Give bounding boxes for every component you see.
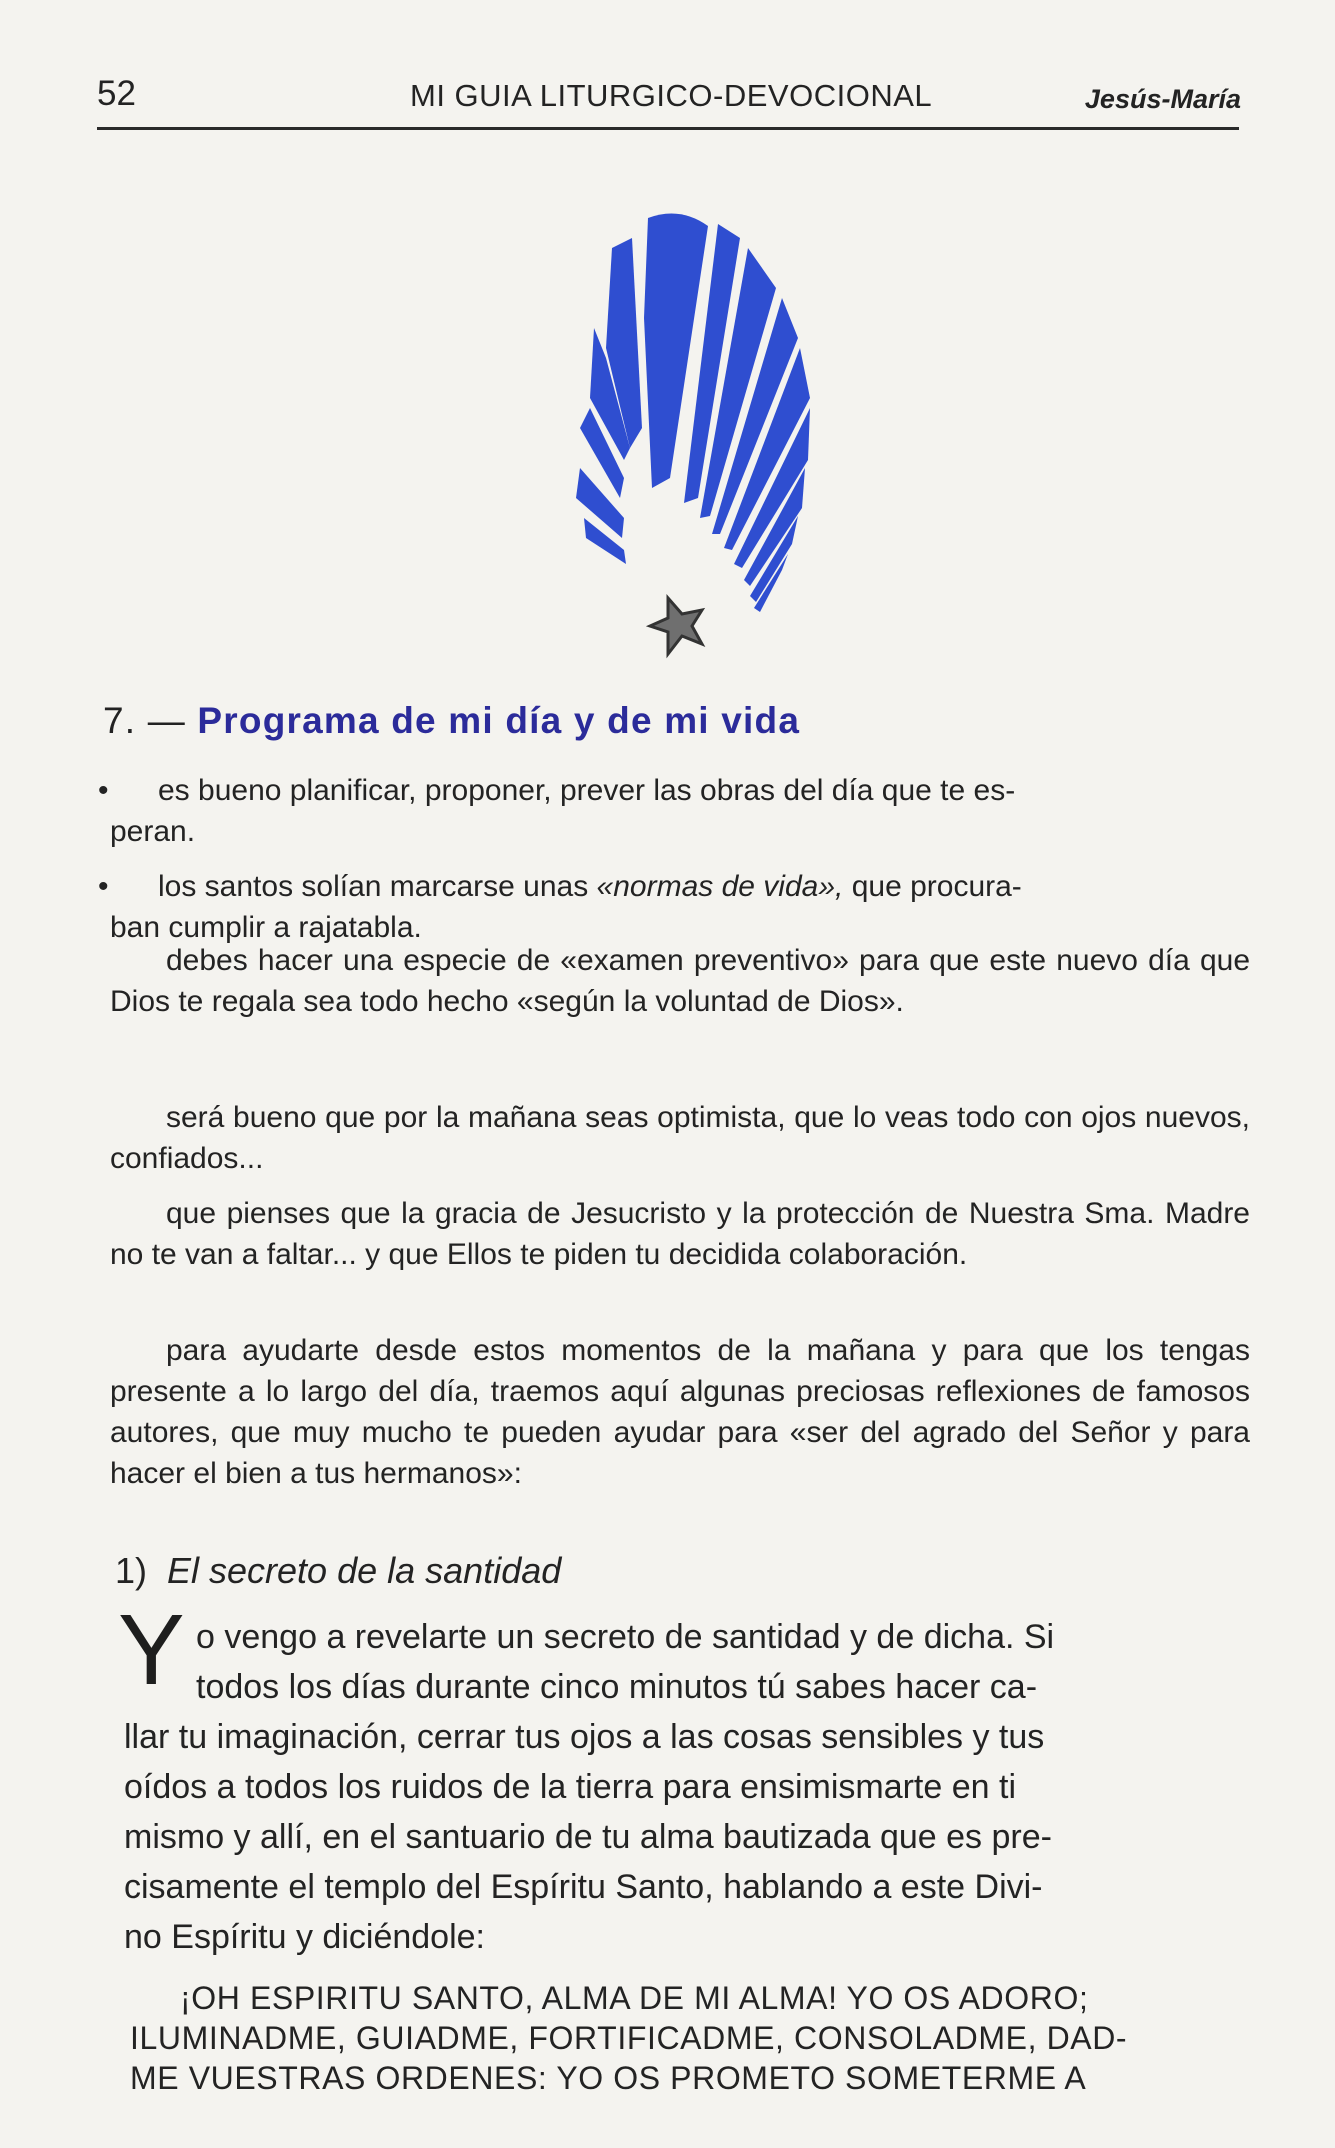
bullet-marker: • <box>98 774 109 807</box>
paragraph: debes hacer una especie de «examen preventivo» para que este nuevo día que Dios te regala sea todo hecho «según la voluntad de Dios». <box>110 944 1250 1018</box>
quote-line: oídos a todos los ruidos de la tierra para ensimismarte en ti <box>124 1768 1017 1806</box>
drop-cap: Y <box>118 1594 185 1706</box>
quote-line: cisamente el templo del Espíritu Santo, hablando a este Divi- <box>124 1868 1043 1906</box>
bullet-1-line2: peran. <box>110 815 196 848</box>
subsection-heading <box>115 1550 561 1592</box>
bullet-1-line1: es bueno planificar, proponer, prever las obras del día que te es- <box>158 774 1016 807</box>
publisher-name: Jesús-María <box>1084 84 1241 114</box>
quote-line: o vengo a revelarte un secreto de santidad y de dicha. Si <box>196 1618 1055 1656</box>
bullet-2-text-a: los santos solían marcarse unas <box>158 870 597 903</box>
header-rule <box>97 127 1239 130</box>
prayer-line: ME VUESTRAS ORDENES: YO OS PROMETO SOMETERME A <box>130 2060 1087 2096</box>
section-heading <box>103 700 800 742</box>
subsection-title: El secreto de la santidad <box>167 1550 562 1591</box>
prayer-line: ILUMINADME, GUIADME, FORTIFICADME, CONSOLADME, DAD- <box>130 2020 1128 2056</box>
section-number: 7. — <box>103 700 186 741</box>
paragraph: para ayudarte desde estos momentos de la mañana y para que los tengas presente a lo largo del día, traemos aquí algunas preciosas reflexiones de famosos autores, que muy mucho te pueden ayudar para «ser del agrado del Señor y para hacer el bien a tus hermanos»: <box>110 1334 1250 1490</box>
running-title: MI GUIA LITURGICO-DEVOCIONAL <box>410 78 933 113</box>
running-header <box>97 70 1241 130</box>
quote-line: todos los días durante cinco minutos tú sabes hacer ca- <box>196 1668 1038 1706</box>
quote-line: no Espíritu y diciéndole: <box>124 1918 485 1956</box>
page-number: 52 <box>97 74 136 113</box>
section-title: Programa de mi día y de mi vida <box>197 700 801 741</box>
bullet-2-emphasis: «normas de vida», <box>596 870 844 903</box>
prayer-line: ¡OH ESPIRITU SANTO, ALMA DE MI ALMA! YO OS ADORO; <box>180 1980 1089 2016</box>
quote-line: mismo y allí, en el santuario de tu alma bautizada que es pre- <box>124 1818 1052 1856</box>
bullet-2-text-b: que procura- <box>843 870 1022 903</box>
bullet-marker: • <box>98 870 109 903</box>
quote-line: llar tu imaginación, cerrar tus ojos a las cosas sensibles y tus <box>124 1718 1045 1756</box>
subsection-number: 1) <box>115 1550 148 1591</box>
bullet-2-line1 <box>158 866 1250 907</box>
scallop-shell-icon <box>520 198 840 678</box>
paragraph: será bueno que por la mañana seas optimista, que lo veas todo con ojos nuevos, confiados... <box>110 1101 1250 1175</box>
bullet-2-line2: ban cumplir a rajatabla. <box>110 911 422 944</box>
paragraph: que pienses que la gracia de Jesucristo y la protección de Nuestra Sma. Madre no te van a faltar... y que Ellos te piden tu decidida colaboración. <box>110 1197 1250 1271</box>
